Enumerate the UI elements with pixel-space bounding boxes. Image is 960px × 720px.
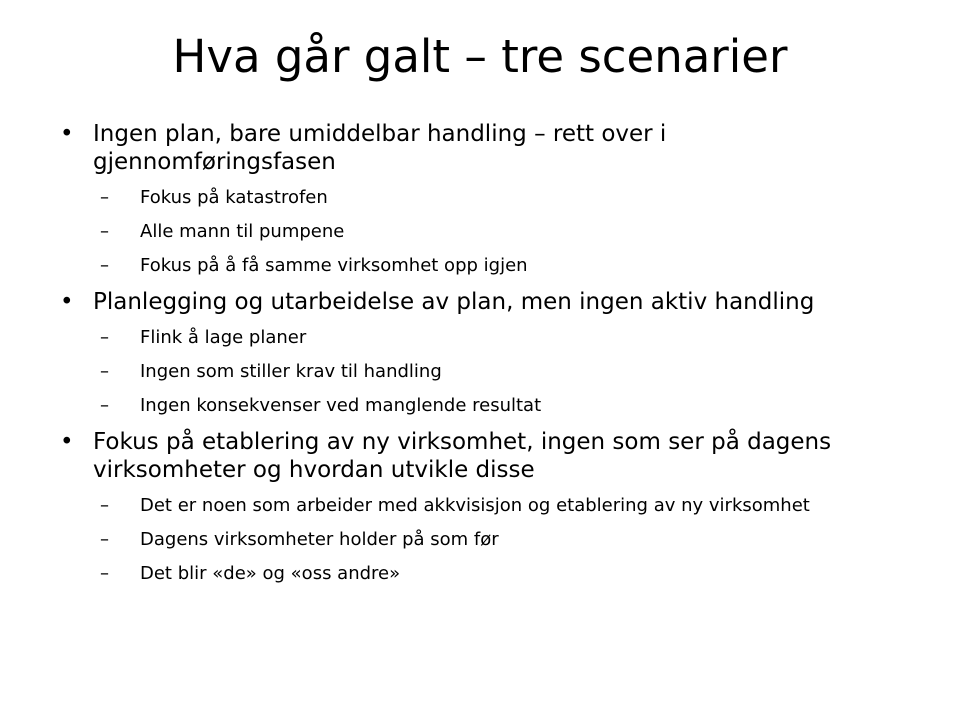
- sub-bullet-text: Alle mann til pumpene: [140, 221, 345, 242]
- dash-icon: –: [100, 395, 109, 416]
- bullet-dot-icon: •: [60, 289, 74, 315]
- sub-bullet-text: Ingen konsekvenser ved manglende resultat: [140, 395, 542, 416]
- sub-bullet-text: Ingen som stiller krav til handling: [140, 361, 442, 382]
- bullet-list: [60, 120, 880, 596]
- sub-bullet-text: Fokus på å få samme virksomhet opp igjen: [140, 255, 528, 276]
- sub-bullet-item: [60, 360, 880, 383]
- sub-bullet-text: Flink å lage planer: [140, 327, 307, 348]
- dash-icon: –: [100, 529, 109, 550]
- dash-icon: –: [100, 221, 109, 242]
- dash-icon: –: [100, 563, 109, 584]
- sub-bullet-item: [60, 494, 880, 517]
- sub-bullet-text: Det er noen som arbeider med akkvisisjon og etablering av ny virksomhet: [140, 495, 810, 516]
- sub-bullet-text: Dagens virksomheter holder på som før: [140, 529, 499, 550]
- sub-bullet-item: [60, 186, 880, 209]
- dash-icon: –: [100, 327, 109, 348]
- bullet-dot-icon: •: [60, 429, 74, 455]
- dash-icon: –: [100, 255, 109, 276]
- bullet-item: [60, 288, 880, 316]
- sub-bullet-text: Fokus på katastrofen: [140, 187, 328, 208]
- bullet-dot-icon: •: [60, 121, 74, 147]
- sub-bullet-item: [60, 528, 880, 551]
- bullet-item: [60, 428, 880, 484]
- sub-bullet-item: [60, 254, 880, 277]
- sub-bullet-item: [60, 562, 880, 585]
- dash-icon: –: [100, 187, 109, 208]
- sub-bullet-item: [60, 326, 880, 349]
- dash-icon: –: [100, 495, 109, 516]
- dash-icon: –: [100, 361, 109, 382]
- bullet-text: Fokus på etablering av ny virksomhet, ingen som ser på dagens virksomheter og hvordan utvikle disse: [93, 429, 832, 483]
- bullet-text: Ingen plan, bare umiddelbar handling – rett over i gjennomføringsfasen: [93, 121, 667, 175]
- sub-bullet-item: [60, 394, 880, 417]
- sub-bullet-text: Det blir «de» og «oss andre»: [140, 563, 401, 584]
- bullet-item: [60, 120, 880, 176]
- slide-title: Hva går galt – tre scenarier: [172, 30, 788, 83]
- sub-bullet-item: [60, 220, 880, 243]
- bullet-text: Planlegging og utarbeidelse av plan, men ingen aktiv handling: [93, 289, 815, 315]
